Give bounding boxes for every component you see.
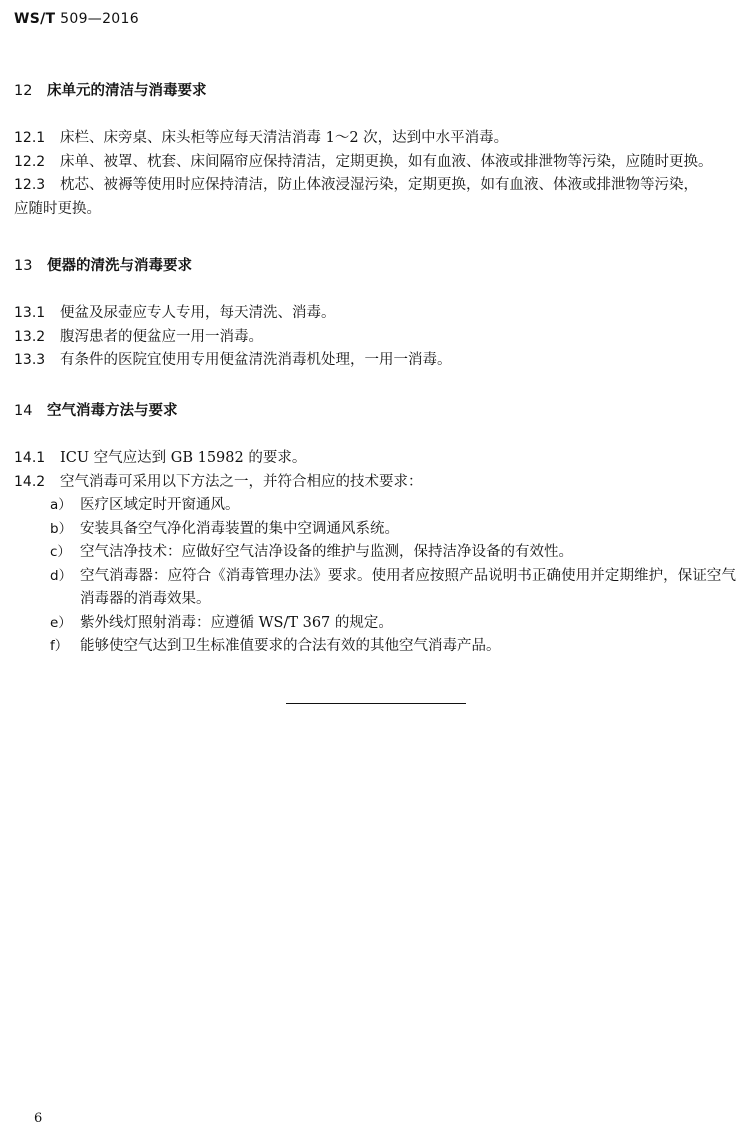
clause-number: 13.3 <box>14 352 46 368</box>
clause-number: 12.3 <box>14 177 46 193</box>
clause-item <box>14 127 736 151</box>
list-marker: e） <box>50 614 72 631</box>
clause-text: 空气消毒可采用以下方法之一，并符合相应的技术要求： <box>60 473 423 490</box>
section-title: 便器的清洗与消毒要求 <box>47 258 192 274</box>
clause-number: 13.1 <box>14 305 46 321</box>
clause-text: 有条件的医院宜使用专用便盆清洗消毒机处理，一用一消毒。 <box>60 352 452 368</box>
list-marker: a） <box>50 497 72 513</box>
list-text: 医疗区域定时开窗通风。 <box>80 497 240 513</box>
clause-continuation <box>14 198 736 222</box>
list-text: 紫外线灯照射消毒：应遵循 WS/T 367 的规定。 <box>80 614 393 631</box>
list-item-e <box>14 612 736 636</box>
page-number: 6 <box>34 1111 43 1126</box>
section-heading <box>14 256 736 276</box>
section-12 <box>14 81 736 221</box>
clause-text: 便盆及尿壶应专人专用，每天清洗、消毒。 <box>60 305 336 321</box>
clause-item <box>14 151 736 175</box>
list-text: 安装具备空气净化消毒装置的集中空调通风系统。 <box>80 520 399 537</box>
list-marker: c） <box>50 544 71 560</box>
section-title: 床单元的清洁与消毒要求 <box>47 83 207 99</box>
clause-number: 13.2 <box>14 328 46 345</box>
section-number: 12 <box>14 83 33 99</box>
clause-item <box>14 326 736 350</box>
clause-number: 14.1 <box>14 450 46 466</box>
list-text: 能够使空气达到卫生标准值要求的合法有效的其他空气消毒产品。 <box>80 638 501 654</box>
clause-text: 腹泻患者的便盆应一用一消毒。 <box>60 328 263 345</box>
list-item-c <box>14 541 736 565</box>
section-title: 空气消毒方法与要求 <box>47 403 178 419</box>
section-heading <box>14 401 736 421</box>
clause-text: ICU 空气应达到 GB 15982 的要求。 <box>60 450 307 466</box>
standard-code-header <box>14 11 139 27</box>
standard-org: WS/T <box>14 11 56 27</box>
list-marker: b） <box>50 520 73 537</box>
standard-number: 509—2016 <box>60 11 139 27</box>
section-14 <box>14 401 736 659</box>
clause-item <box>14 471 736 495</box>
clause-text: 床单、被罩、枕套、床间隔帘应保持清洁，定期更换，如有血液、体液或排泄物等污染，应随时更换。 <box>60 153 713 170</box>
clause-item <box>14 302 736 326</box>
clause-text: 枕芯、被褥等使用时应保持清洁，防止体液浸湿污染，定期更换，如有血液、体液或排泄物等污染， <box>60 177 698 193</box>
clause-text-continued: 应随时更换。 <box>14 200 101 217</box>
list-item-d <box>14 565 736 612</box>
list-marker: f） <box>50 638 69 654</box>
section-number: 14 <box>14 403 33 419</box>
list-marker: d） <box>50 567 73 584</box>
section-heading <box>14 81 736 101</box>
clause-item <box>14 349 736 373</box>
end-of-text-rule <box>286 703 466 704</box>
clause-item <box>14 447 736 471</box>
clause-item <box>14 174 736 198</box>
clause-number: 12.1 <box>14 130 46 146</box>
section-13 <box>14 256 736 373</box>
clause-number: 12.2 <box>14 153 46 170</box>
list-text: 空气洁净技术：应做好空气洁净设备的维护与监测，保持洁净设备的有效性。 <box>80 544 573 560</box>
list-item-a <box>14 494 736 518</box>
clause-text: 床栏、床旁桌、床头柜等应每天清洁消毒 1～2 次，达到中水平消毒。 <box>60 130 509 146</box>
clause-number: 14.2 <box>14 473 46 490</box>
section-number: 13 <box>14 258 33 274</box>
list-item-f <box>14 635 736 659</box>
list-text: 空气消毒器：应符合《消毒管理办法》要求。使用者应按照产品说明书正确使用并定期维护，保证空气消毒器的消毒效果。 <box>80 567 736 607</box>
list-item-b <box>14 518 736 542</box>
